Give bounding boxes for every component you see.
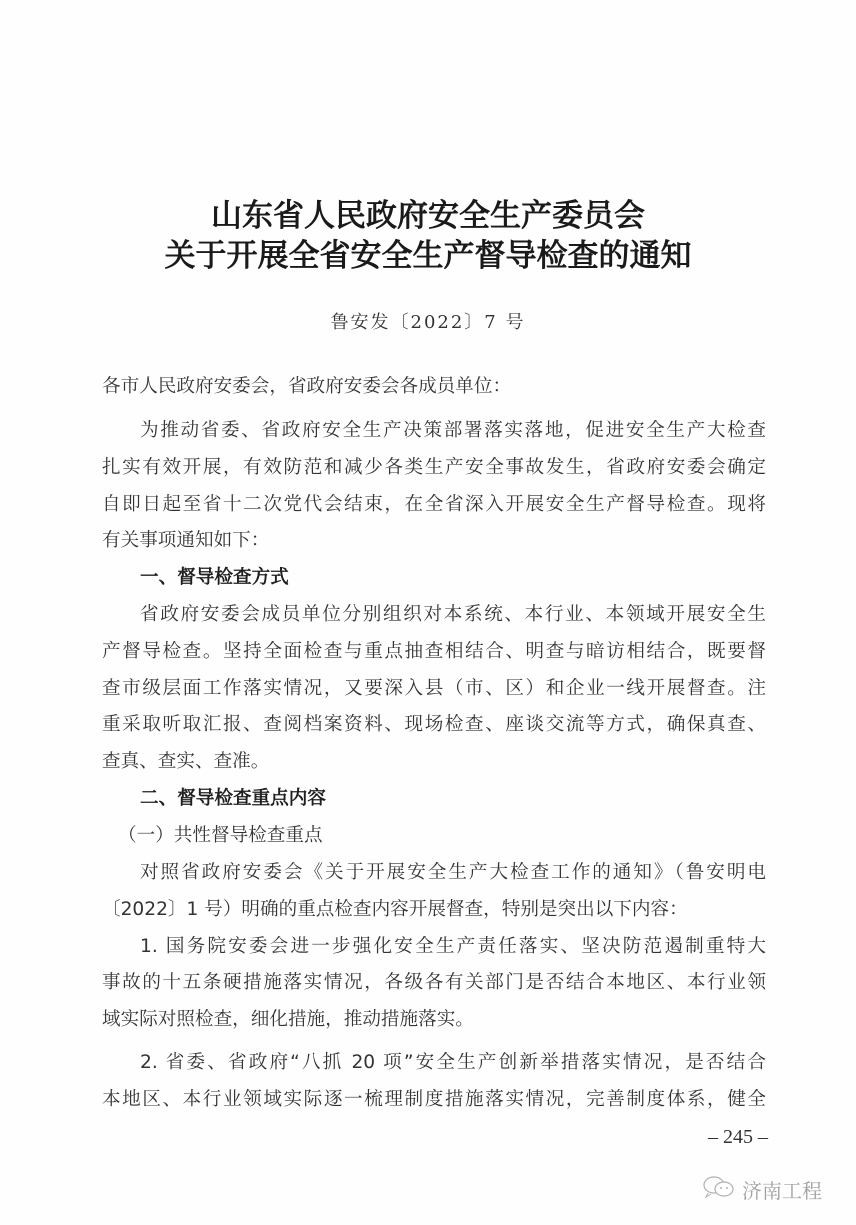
body-line: 域实际对照检查，细化措施，推动措施落实。 <box>102 1009 474 1030</box>
body-line: 扎实有效开展，有效防范和减少各类生产安全事故发生，省政府安委会确定 <box>102 457 766 478</box>
body-line: 省政府安委会成员单位分别组织对本系统、本行业、本领域开展安全生 <box>140 604 766 625</box>
body-line: 对照省政府安委会《关于开展安全生产大检查工作的通知》（鲁安明电 <box>140 862 766 883</box>
section-heading-1: 一、督导检查方式 <box>140 567 289 588</box>
body-line: 重采取听取汇报、查阅档案资料、现场检查、座谈交流等方式，确保真查、 <box>102 714 766 735</box>
body-line: 自即日起至省十二次党代会结束，在全省深入开展安全生产督导检查。现将 <box>102 494 766 515</box>
body-line: 查真、查实、查准。 <box>102 751 270 772</box>
wechat-icon <box>702 1174 736 1205</box>
section-heading-2: 二、督导检查重点内容 <box>140 788 326 809</box>
body-line: 有关事项通知如下： <box>102 530 270 551</box>
salutation: 各市人民政府安委会，省政府安委会各成员单位： <box>102 376 512 397</box>
watermark <box>702 1174 822 1205</box>
body-line: 查市级层面工作落实情况，又要深入县（市、区）和企业一线开展督查。注 <box>102 678 766 699</box>
body-line: 〔2022〕1 号）明确的重点检查内容开展督查，特别是突出以下内容： <box>102 899 688 920</box>
body-line: 事故的十五条硬措施落实情况，各级各有关部门是否结合本地区、本行业领 <box>102 972 766 993</box>
list-item-1: 1. 国务院安委会进一步强化安全生产责任落实、坚决防范遏制重特大 <box>140 936 766 957</box>
document-title-line2: 关于开展全省安全生产督导检查的通知 <box>164 238 692 274</box>
subsection-heading-1: （一）共性督导检查重点 <box>118 825 323 846</box>
document-title-line1: 山东省人民政府安全生产委员会 <box>211 198 645 234</box>
body-line: 产督导检查。坚持全面检查与重点抽查相结合、明查与暗访相结合，既要督 <box>102 641 766 662</box>
document-number: 鲁安发〔2022〕7 号 <box>330 312 526 333</box>
watermark-text: 济南工程 <box>742 1179 822 1203</box>
list-item-2: 2. 省委、省政府“八抓 20 项”安全生产创新举措落实情况，是否结合 <box>140 1052 766 1073</box>
body-line: 为推动省委、省政府安全生产决策部署落实落地，促进安全生产大检查 <box>140 420 766 441</box>
page-number: – 245 – <box>708 1126 768 1148</box>
body-line: 本地区、本行业领域实际逐一梳理制度措施落实情况，完善制度体系，健全 <box>102 1089 766 1110</box>
